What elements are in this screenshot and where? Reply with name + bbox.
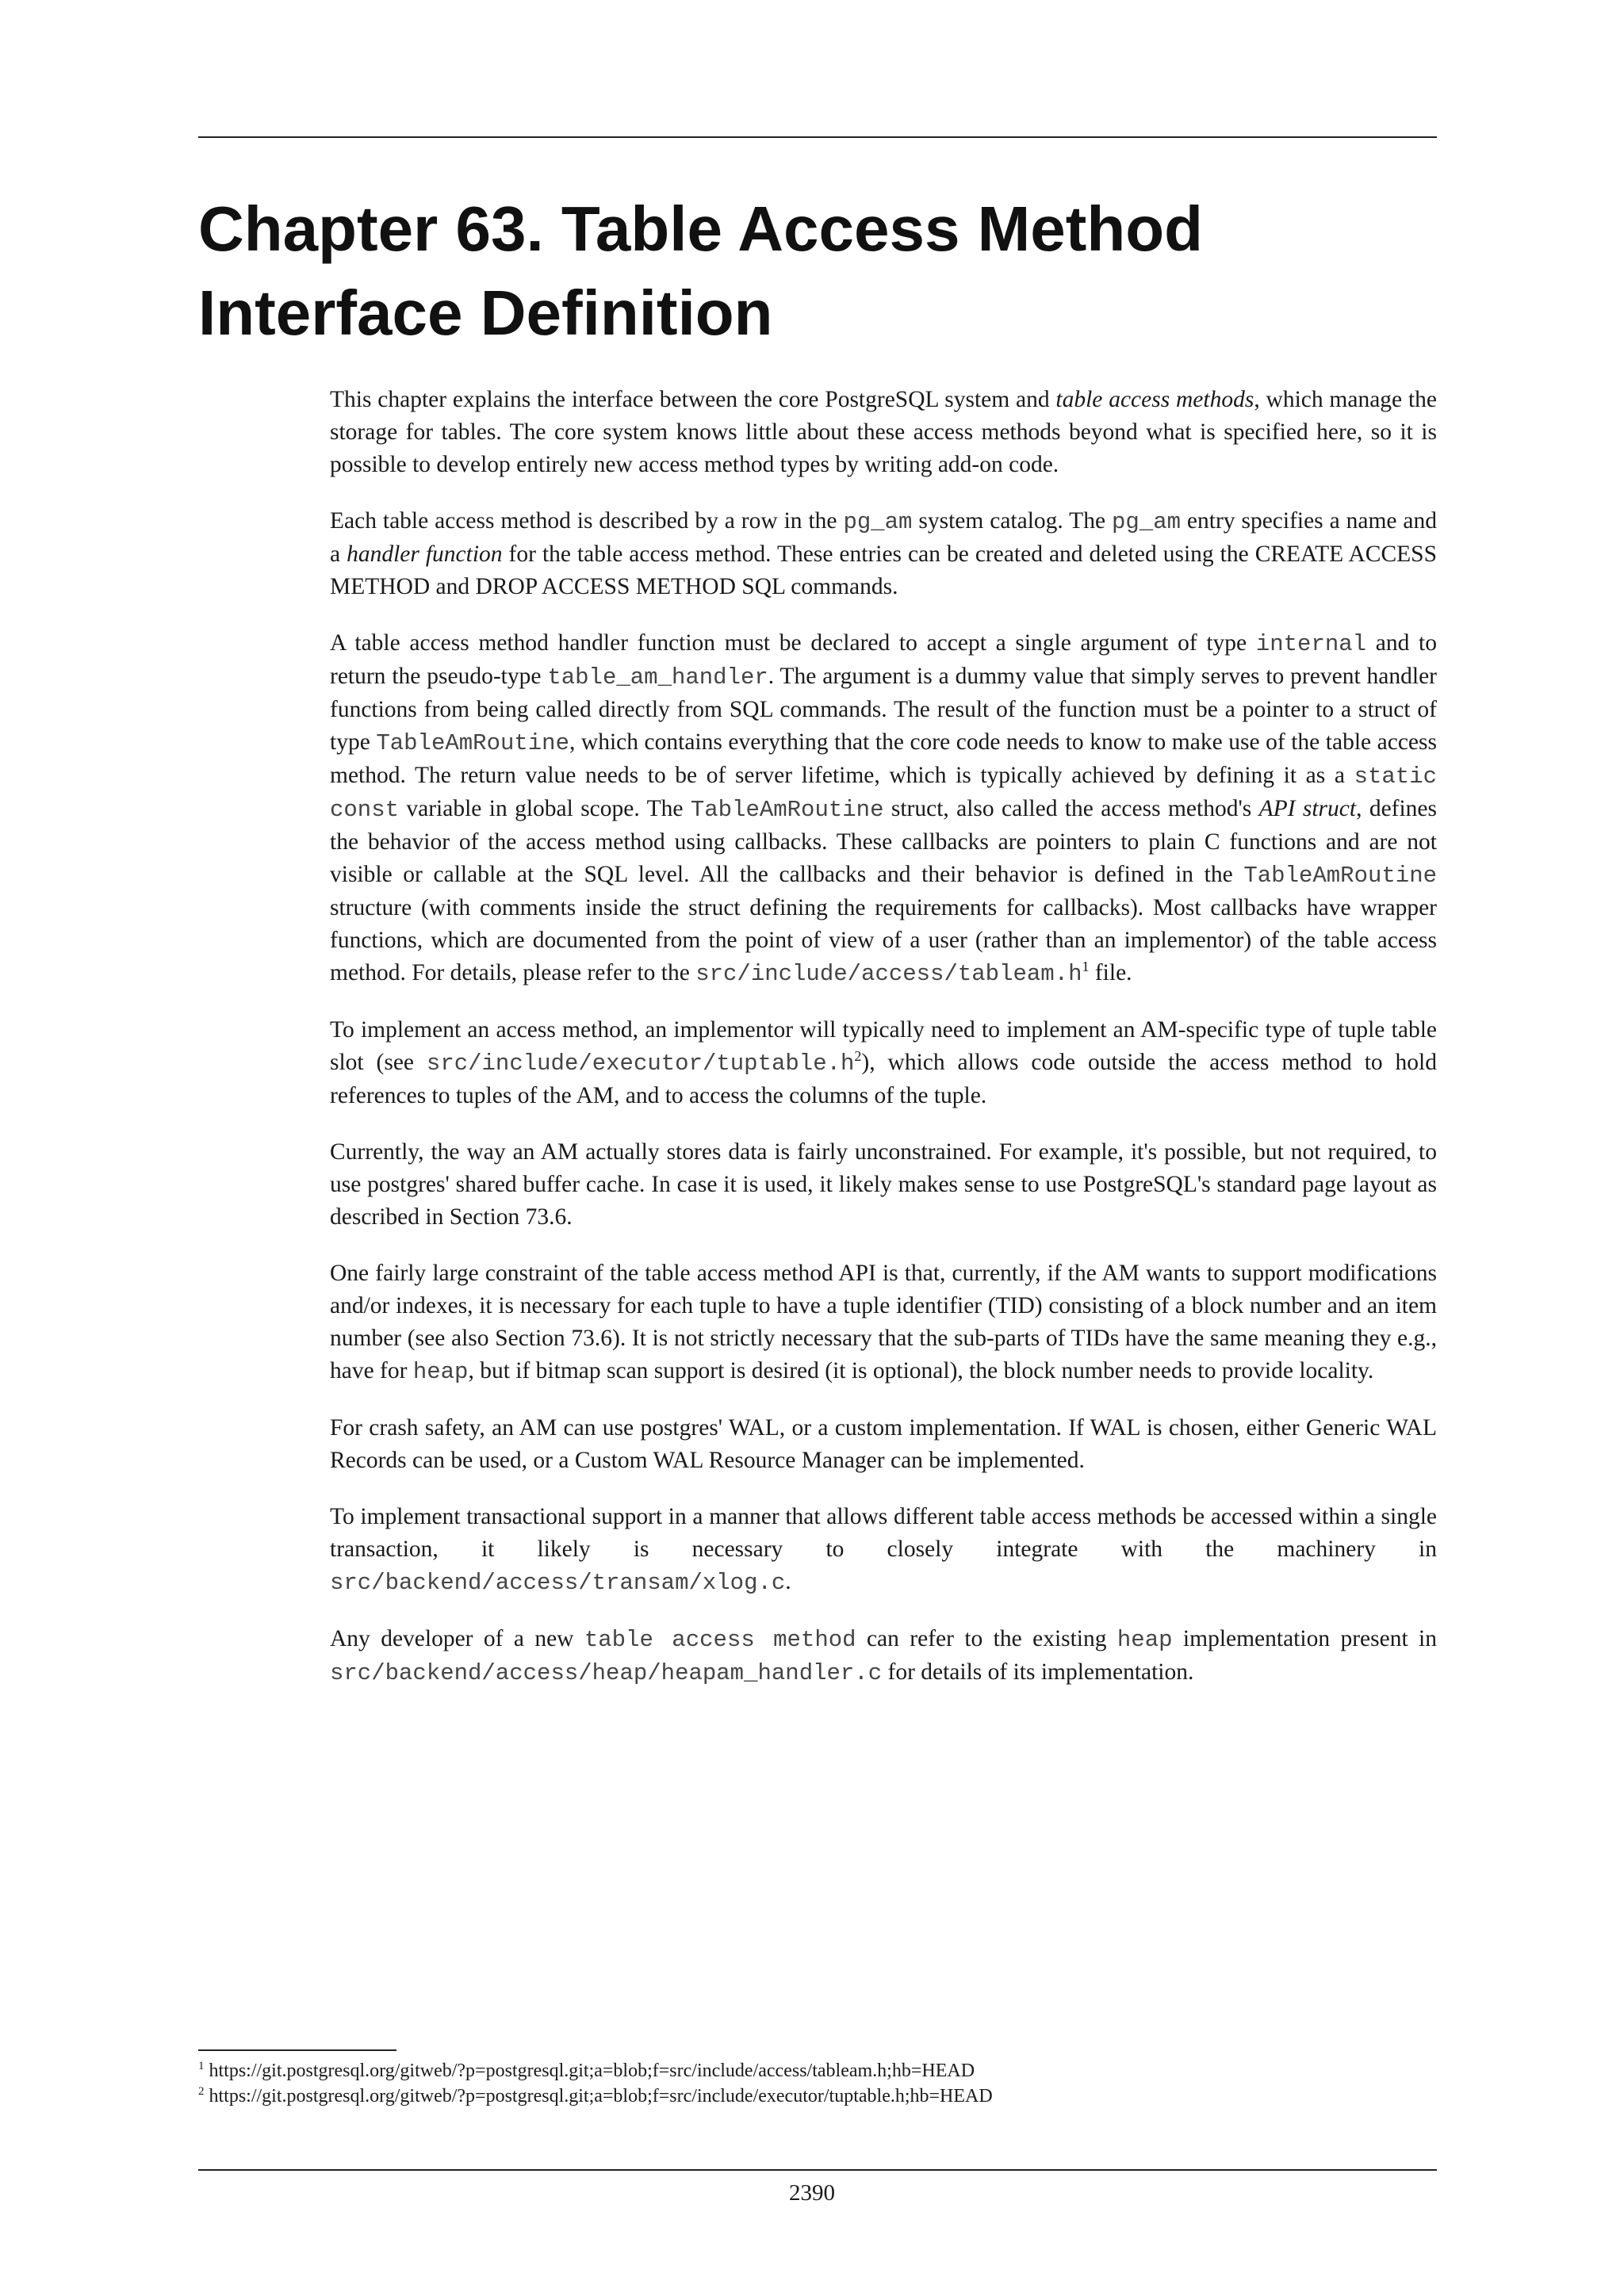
code-internal: internal bbox=[1255, 631, 1367, 657]
text: struct, also called the access method's bbox=[883, 796, 1259, 821]
paragraph-developer bbox=[330, 1623, 1437, 1689]
link-tuptable-h[interactable]: src/include/executor/tuptable.h bbox=[426, 1050, 855, 1077]
paragraph-tid bbox=[330, 1257, 1437, 1388]
text: for details of its implementation. bbox=[882, 1659, 1194, 1685]
paragraph-transactional bbox=[330, 1501, 1437, 1599]
code-table-access-method: table access method bbox=[584, 1627, 856, 1653]
footnote-2 bbox=[198, 2084, 1437, 2109]
footer-rule bbox=[198, 2169, 1437, 2171]
text: entry specifies a name and a bbox=[330, 508, 1438, 567]
text: variable in global scope. The bbox=[399, 796, 691, 821]
footnote-ref-1[interactable]: 1 bbox=[1082, 959, 1090, 975]
text: To implement transactional support in a manner that allows different table access methods be accessed within a single transaction, it likely is necessary to closely integrate with the machinery in bbox=[330, 1504, 1437, 1562]
header-rule bbox=[198, 136, 1437, 138]
text: . The argument is a dummy value that simply serves to prevent handler functions from being called directly from SQL commands. The result of the function must be a pointer to a struct of type bbox=[330, 664, 1437, 755]
paragraph-tuple-slot bbox=[330, 1014, 1437, 1112]
footnote-1 bbox=[198, 2058, 1437, 2084]
paragraph-intro bbox=[330, 384, 1437, 481]
text: To implement an access method, an implementor will typically need to implement an AM-specific type of tuple table slot (see bbox=[330, 1017, 1437, 1075]
footnote-mark: 2 bbox=[198, 2085, 205, 2098]
chapter-title-line2: Interface Definition bbox=[198, 277, 773, 348]
link-tableam-h[interactable]: src/include/access/tableam.h bbox=[695, 961, 1082, 987]
code-tableamroutine: TableAmRoutine bbox=[376, 730, 569, 756]
text: ), which allows code outside the access method to hold references to tuples of the AM, and to access the columns of the tuple. bbox=[330, 1050, 1437, 1108]
text: file. bbox=[1089, 960, 1132, 985]
code-tableamroutine: TableAmRoutine bbox=[1243, 863, 1437, 889]
text: , defines the behavior of the access method using callbacks. These callbacks are pointers to plain C functions and are not visible or callable at the SQL level. All the callbacks and their behavior is defined in the bbox=[330, 796, 1438, 887]
footnote-rule bbox=[198, 2049, 396, 2051]
text: , which contains everything that the core code needs to know to make use of the table access method. The return value needs to be of server lifetime, which is typically achieved by defining it as a bbox=[330, 729, 1437, 788]
term-api-struct: API struct bbox=[1258, 796, 1357, 821]
code-pg-am: pg_am bbox=[843, 509, 913, 535]
text: One fairly large constraint of the table access method API is that, currently, if the AM wants to support modifications and/or indexes, it is necessary for each tuple to have a tuple identifier (TID) consisting of a block number and an item number (see also Section 73.6). It is not strictly necessary that the sub-parts of TIDs have the same meaning they e.g., have for bbox=[330, 1261, 1437, 1383]
text: A table access method handler function must be declared to accept a single argument of type bbox=[330, 630, 1256, 656]
code-pg-am: pg_am bbox=[1111, 509, 1181, 535]
term-table-access-methods: table access methods bbox=[1055, 387, 1254, 412]
text: and to return the pseudo-type bbox=[330, 630, 1438, 689]
text: implementation present in bbox=[1172, 1626, 1437, 1651]
text: can refer to the existing bbox=[856, 1626, 1117, 1651]
text: for the table access method. These entries can be created and deleted using the CREATE ACCESS METHOD and DROP ACCESS METHOD SQL commands. bbox=[330, 541, 1437, 599]
paragraph-crash-safety: For crash safety, an AM can use postgres' WAL, or a custom implementation. If WAL is chosen, either Generic WAL Records can be used, or a Custom WAL Resource Manager can be implemented. bbox=[330, 1415, 1437, 1473]
code-heap: heap bbox=[1116, 1627, 1173, 1653]
text: , but if bitmap scan support is desired (it is optional), the block number needs to provide locality. bbox=[468, 1358, 1374, 1383]
footnote-url[interactable]: https://git.postgresql.org/gitweb/?p=postgresql.git;a=blob;f=src/include/access/tableam.h;hb=HEAD bbox=[209, 2061, 975, 2081]
text: . bbox=[785, 1569, 791, 1594]
chapter-body bbox=[330, 384, 1437, 1713]
text: Any developer of a new bbox=[330, 1626, 584, 1651]
footnotes bbox=[198, 2058, 1437, 2109]
code-tableamroutine: TableAmRoutine bbox=[690, 797, 884, 823]
text: , which manage the storage for tables. The core system knows little about these access methods beyond what is specified here, so it is possible to develop entirely new access method types by writing add-on code. bbox=[330, 387, 1437, 477]
chapter-title bbox=[198, 187, 1467, 355]
term-handler-function: handler function bbox=[347, 541, 503, 567]
code-xlog-c: src/backend/access/transam/xlog.c bbox=[330, 1570, 786, 1596]
code-heapam-handler-c: src/backend/access/heap/heapam_handler.c bbox=[330, 1660, 883, 1686]
footnote-ref-2[interactable]: 2 bbox=[854, 1048, 862, 1065]
text: structure (with comments inside the struct defining the requirements for callbacks). Most callbacks have wrapper functions, which are documented from the point of view of a user (rather than an implementor) of the table access method. For details, please refer to the bbox=[330, 895, 1437, 985]
code-table-am-handler: table_am_handler bbox=[547, 664, 768, 691]
text: Each table access method is described by a row in the bbox=[330, 508, 844, 534]
chapter-title-line1: Chapter 63. Table Access Method bbox=[198, 193, 1204, 264]
text: This chapter explains the interface between the core PostgreSQL system and bbox=[330, 387, 1056, 412]
code-heap: heap bbox=[412, 1359, 469, 1385]
code-static-const: static const bbox=[330, 763, 1437, 823]
footnote-mark: 1 bbox=[198, 2060, 205, 2072]
page-number: 2390 bbox=[789, 2180, 835, 2206]
paragraph-handler bbox=[330, 627, 1437, 990]
paragraph-storage: Currently, the way an AM actually stores data is fairly unconstrained. For example, it's possible, but not required, to use postgres' shared buffer cache. In case it is used, it likely makes sense to use PostgreSQL's standard page layout as described in Section 73.6. bbox=[330, 1139, 1437, 1230]
footnote-url[interactable]: https://git.postgresql.org/gitweb/?p=postgresql.git;a=blob;f=src/include/executor/tuptable.h;hb=HEAD bbox=[209, 2086, 993, 2107]
text: system catalog. The bbox=[912, 508, 1112, 534]
paragraph-pg-am bbox=[330, 505, 1437, 603]
